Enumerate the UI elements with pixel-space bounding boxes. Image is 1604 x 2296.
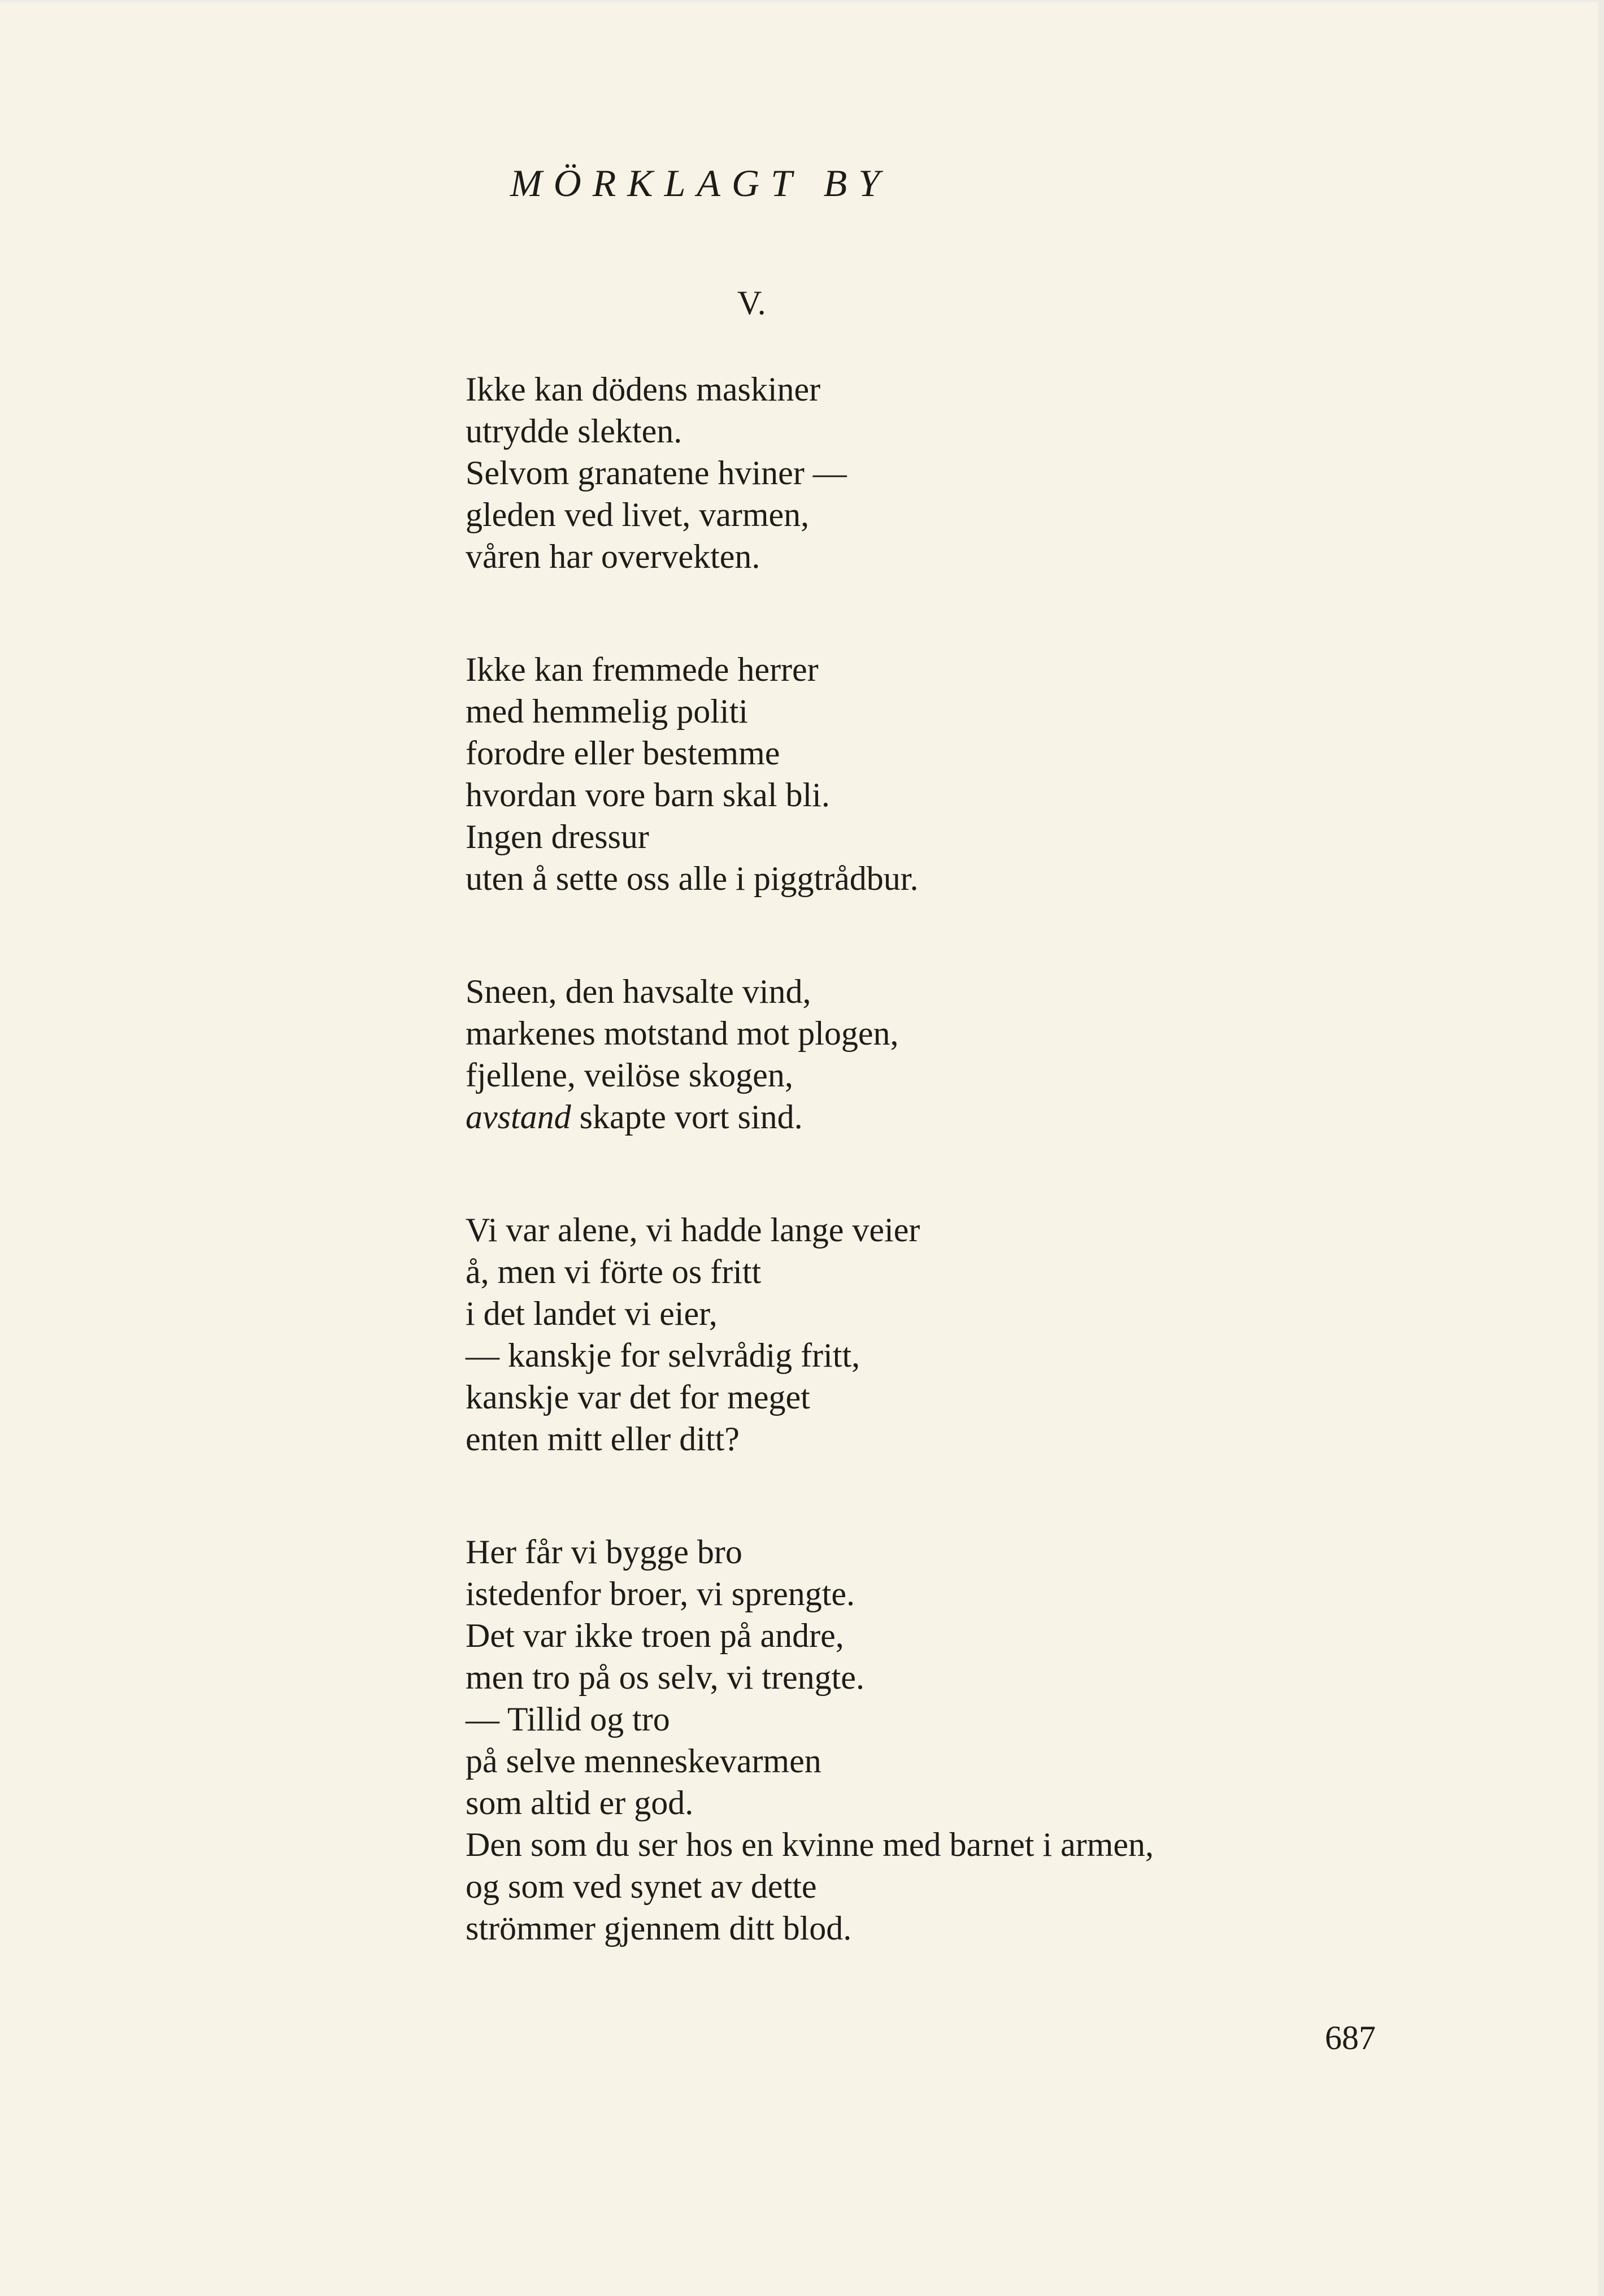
poem-line: istedenfor broer, vi sprengte.	[466, 1575, 855, 1612]
poem-line: med hemmelig politi	[466, 693, 748, 730]
poem-line: Her får vi bygge bro	[466, 1533, 742, 1571]
poem-line: og som ved synet av dette	[466, 1868, 817, 1905]
poem-line: utrydde slekten.	[466, 412, 683, 450]
poem-line: hvordan vore barn skal bli.	[466, 776, 830, 814]
poem-line: Ikke kan fremmede herrer	[466, 651, 819, 688]
poem-line: men tro på os selv, vi trengte.	[466, 1659, 864, 1696]
stanza-2	[466, 649, 1154, 899]
poem-line: uten å sette oss alle i piggtrådbur.	[466, 860, 919, 897]
poem-line: strömmer gjennem ditt blod.	[466, 1910, 852, 1947]
poem-line: enten mitt eller ditt?	[466, 1420, 740, 1458]
poem-line: Sneen, den havsalte vind,	[466, 973, 811, 1010]
poem-line: kanskje var det for meget	[466, 1379, 810, 1416]
poem-line: markenes motstand mot plogen,	[466, 1015, 899, 1052]
poem-line: Vi var alene, vi hadde lange veier	[466, 1211, 920, 1249]
stanza-5	[466, 1531, 1154, 1949]
poem-line: Ikke kan dödens maskiner	[466, 371, 821, 408]
poem-line: Den som du ser hos en kvinne med barnet i armen,	[466, 1826, 1154, 1863]
poem-line: forodre eller bestemme	[466, 734, 780, 772]
poem-body	[466, 368, 1154, 1949]
poem-line: gleden ved livet, varmen,	[466, 496, 810, 533]
section-number: V.	[737, 284, 766, 321]
poem-line: som altid er god.	[466, 1784, 694, 1821]
stanza-4	[466, 1209, 1154, 1460]
poem-line-rest: skapte vort sind.	[579, 1098, 803, 1136]
poem-line: Selvom granatene hviner —	[466, 454, 847, 492]
italic-word: avstand	[466, 1098, 571, 1136]
poem-line: Det var ikke troen på andre,	[466, 1617, 844, 1654]
poem-line: i det landet vi eier,	[466, 1295, 718, 1332]
page-number: 687	[1325, 2019, 1376, 2056]
poem-line: å, men vi förte os fritt	[466, 1253, 762, 1290]
poem-line-with-italic	[466, 1096, 1154, 1138]
poem-line: Ingen dressur	[466, 818, 649, 855]
stanza-1	[466, 368, 1154, 577]
poem-line: på selve menneskevarmen	[466, 1742, 821, 1780]
poem-line: fjellene, veilöse skogen,	[466, 1056, 793, 1094]
poem-line: — kanskje for selvrådig fritt,	[466, 1337, 860, 1374]
stanza-3	[466, 971, 1154, 1138]
poem-title: MÖRKLAGT BY	[510, 162, 892, 205]
poem-line: våren har overvekten.	[466, 538, 760, 575]
poem-line: — Tillid og tro	[466, 1701, 670, 1738]
